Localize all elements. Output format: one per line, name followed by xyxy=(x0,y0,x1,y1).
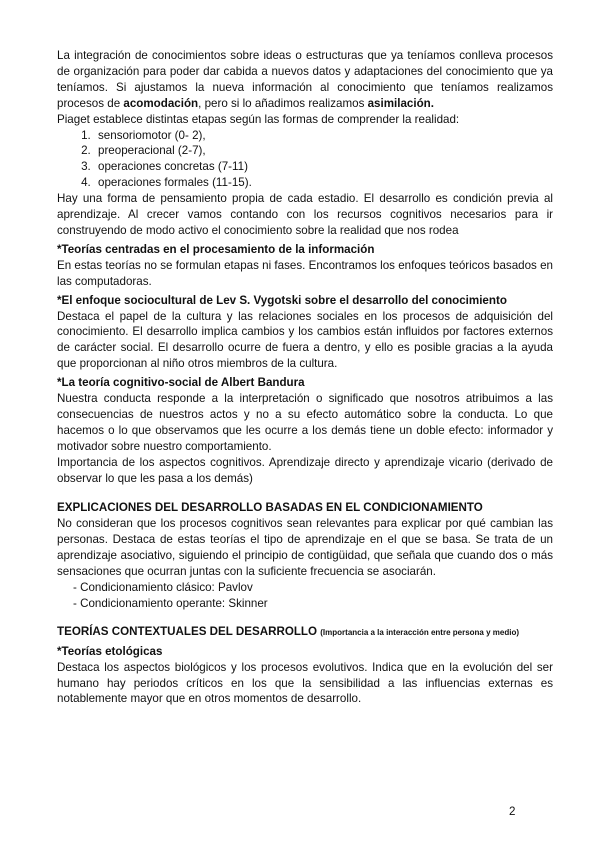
list-item: 2. preoperacional (2-7), xyxy=(94,143,553,159)
etologicas-text: Destaca los aspectos biológicos y los procesos evolutivos. Indica que en la evolución del ser humano hay periodos críticos en los que la sensibilidad a las influencias externas es notablemente mayor que en otros momentos de desarrollo. xyxy=(57,660,553,706)
list-item: - Condicionamiento operante: Skinner xyxy=(73,596,553,612)
etologicas-heading: *Teorías etológicas xyxy=(57,644,163,658)
list-item: - Condicionamiento clásico: Pavlov xyxy=(73,580,553,596)
procesamiento-text: En estas teorías no se formulan etapas ni fases. Encontramos los enfoques teóricos basados en las computadoras. xyxy=(57,258,553,288)
page-number: 2 xyxy=(509,805,516,818)
asimilacion-term: asimilación. xyxy=(367,96,434,110)
contextuales-heading xyxy=(57,624,553,641)
condicionamiento-text: No consideran que los procesos cognitivos sean relevantes para explicar por qué cambian las personas. Destaca de estas teorías el tipo de aprendizaje en el que se basa. Se trata de un aprendizaje asociativo, siguiendo el principio de contigüidad, que señala que cuando dos o más sensaciones que ocurran juntas con la suficiente frecuencia se asociarán. xyxy=(57,517,553,579)
condicionamiento-list xyxy=(57,580,553,612)
vygotski-heading: *El enfoque sociocultural de Lev S. Vygotski sobre el desarrollo del conocimiento xyxy=(57,293,507,307)
list-item: 4. operaciones formales (11-15). xyxy=(94,175,553,191)
bandura-text-2: Importancia de los aspectos cognitivos. Aprendizaje directo y aprendizaje vicario (derivado de observar lo que les pasa a los demás) xyxy=(57,455,553,485)
intro-text: La integración de conocimientos sobre ideas o estructuras que ya teníamos conlleva procesos de organización para poder dar cabida a nuevos datos y adaptaciones del conocimiento que ya teníamos. Si ajustamos la nueva información al conocimiento que teníamos realizamos procesos de xyxy=(57,49,553,110)
list-item: 1. sensoriomotor (0- 2), xyxy=(94,128,553,144)
condicionamiento-heading: EXPLICACIONES DEL DESARROLLO BASADAS EN EL CONDICIONAMIENTO xyxy=(57,501,483,515)
contextuales-title: TEORÍAS CONTEXTUALES DEL DESARROLLO xyxy=(57,624,318,638)
procesamiento-heading: *Teorías centradas en el procesamiento de la información xyxy=(57,242,375,256)
piaget-outro: Hay una forma de pensamiento propia de cada estadio. El desarrollo es condición previa al aprendizaje. Al crecer vamos contando con los recursos cognitivos necesarios para ir construyendo de modo activo el conocimiento sobre la realidad que nos rodea xyxy=(57,192,553,237)
document-page xyxy=(57,48,553,707)
list-item: 3. operaciones concretas (7-11) xyxy=(94,159,553,175)
intro-mid-text: , pero si lo añadimos realizamos xyxy=(198,96,368,110)
piaget-stages-list xyxy=(57,128,553,192)
vygotski-text: Destaca el papel de la cultura y las relaciones sociales en los procesos de adquisición del conocimiento. El desarrollo implica cambios y los cambios están influidos por factores externos de carácter social. El desarrollo ocurre de fuera a dentro, y ello es posible gracias a la ayuda que proporcionan al niño otros miembros de la cultura. xyxy=(57,309,553,371)
intro-paragraph xyxy=(57,48,553,112)
bandura-heading: *La teoría cognitivo-social de Albert Bandura xyxy=(57,376,305,390)
piaget-intro: Piaget establece distintas etapas según las formas de comprender la realidad: xyxy=(57,112,460,126)
contextuales-note: (Importancia a la interacción entre persona y medio) xyxy=(320,627,519,637)
bandura-text: Nuestra conducta responde a la interpretación o significado que nosotros atribuimos a las consecuencias de nuestros actos y no a su efecto automático sobre la conducta. Lo que hacemos o lo que observamos que les ocurre a los demás tiene un doble efecto: informador y motivador sobre nuestro comportamiento. xyxy=(57,392,553,453)
acomodacion-term: acomodación xyxy=(123,96,199,110)
